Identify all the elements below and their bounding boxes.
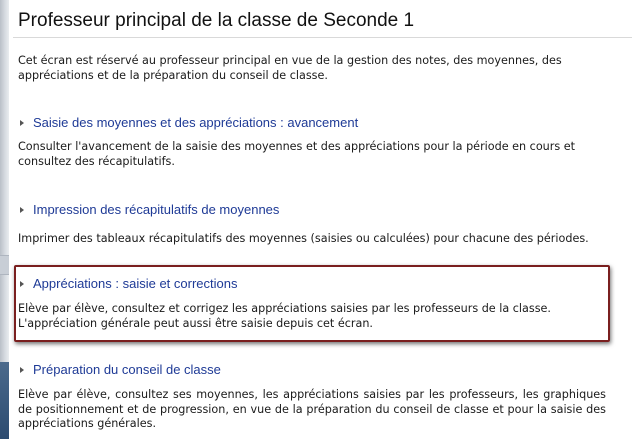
- section-appreciations: [18, 276, 618, 331]
- link-saisie-avancement[interactable]: [18, 115, 618, 131]
- section-conseil: [18, 362, 618, 432]
- title-divider: [13, 37, 632, 38]
- edge-tab-marker: [0, 255, 9, 275]
- triangle-right-icon: [20, 207, 24, 213]
- section-avancement: [18, 115, 618, 169]
- triangle-right-icon: [20, 367, 24, 373]
- link-label: Préparation du conseil de classe: [33, 362, 221, 377]
- section-description: Elève par élève, consultez ses moyennes, les appréciations saisies par les professeurs, les graphiques de positionnement et de progression, en vue de la préparation du conseil de classe et pour la saisie des appréciations générales.: [18, 388, 606, 430]
- left-window-edge: [0, 0, 9, 439]
- triangle-right-icon: [20, 281, 24, 287]
- link-label: Saisie des moyennes et des appréciations : avancement: [33, 115, 359, 130]
- description-line-1: Elève par élève, consultez et corrigez les appréciations saisies par les professeurs de la classe.: [18, 302, 551, 315]
- link-appreciations-saisie-corrections[interactable]: [18, 276, 618, 292]
- link-preparation-conseil[interactable]: [18, 362, 618, 378]
- description-line-2: L'appréciation générale peut aussi être saisie depuis cet écran.: [18, 316, 373, 330]
- main-content: [9, 0, 632, 439]
- section-impression: [18, 202, 618, 247]
- link-label: Appréciations : saisie et corrections: [33, 276, 238, 291]
- page-title: Professeur principal de la classe de Seconde 1: [18, 10, 415, 31]
- link-label: Impression des récapitulatifs de moyennes: [33, 202, 280, 217]
- section-description: Imprimer des tableaux récapitulatifs des moyennes (saisies ou calculées) pour chacune des périodes.: [18, 232, 589, 245]
- triangle-right-icon: [20, 120, 24, 126]
- link-impression-recapitulatifs[interactable]: [18, 202, 618, 218]
- section-description: [18, 302, 618, 331]
- section-description: Consulter l'avancement de la saisie des moyennes et des appréciations pour la période en cours et consultez des récapitulatifs.: [18, 140, 576, 168]
- edge-dark-panel: [0, 362, 9, 439]
- intro-text: Cet écran est réservé au professeur principal en vue de la gestion des notes, des moyennes, des appréciations et de la préparation du conseil de classe.: [18, 54, 562, 82]
